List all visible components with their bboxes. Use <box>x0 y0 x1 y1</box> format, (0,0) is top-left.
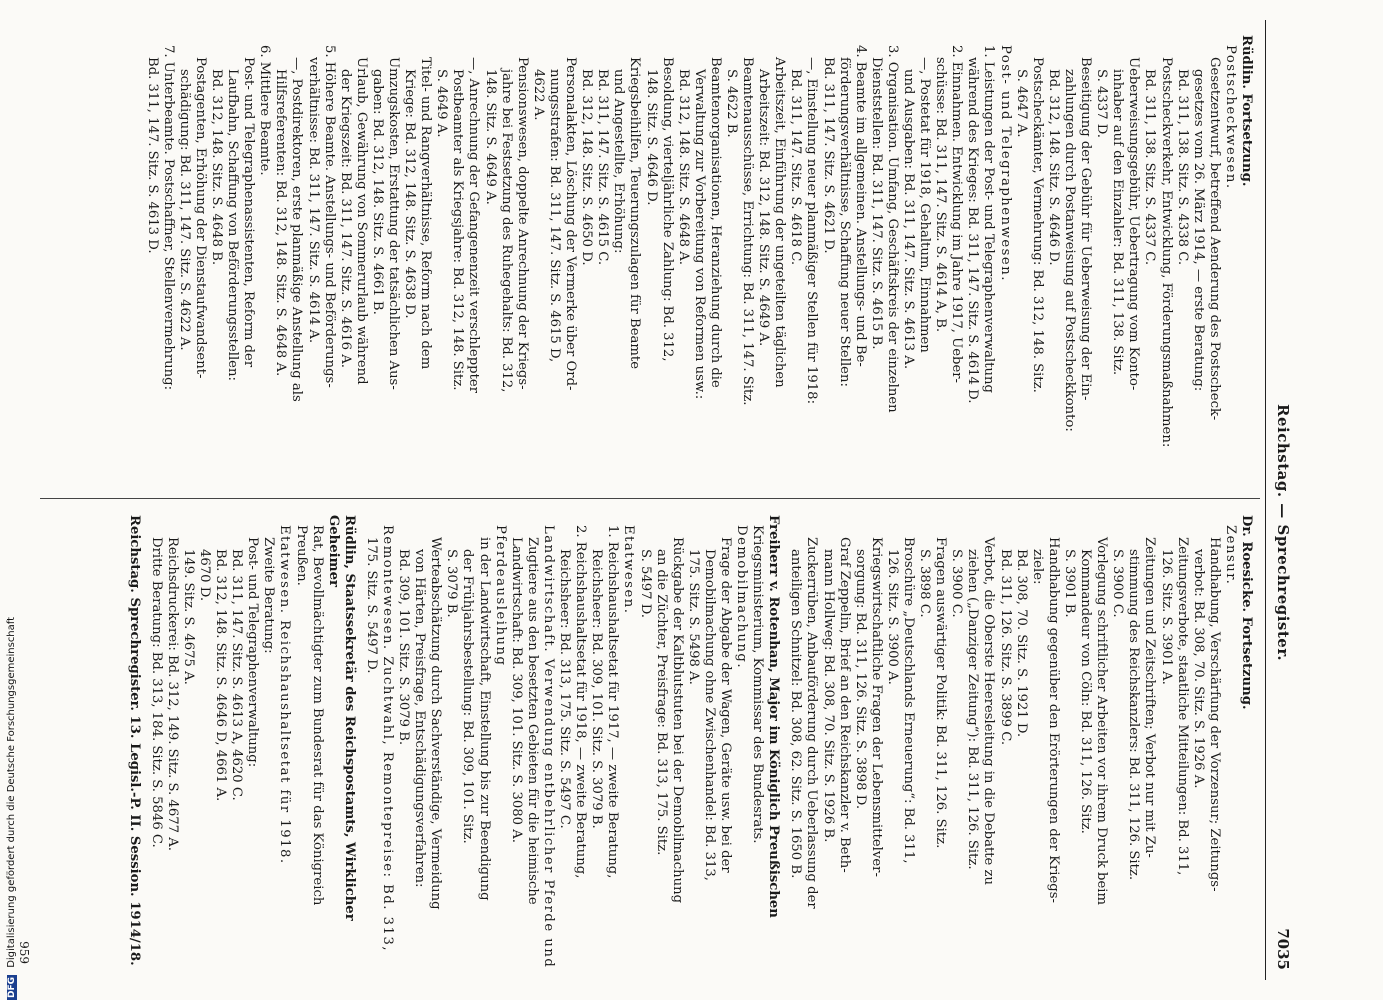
register-line: S. 3901 B. <box>1061 549 1077 618</box>
header-page-number: 7035 <box>1274 928 1292 970</box>
register-line: 1. Reichshaushaltsetat für 1917, — zweite Beratung, <box>605 525 621 879</box>
rotated-sheet <box>10 20 1300 980</box>
right-column <box>144 35 1254 490</box>
register-line: Personalakten, Löschung der Vermerke über Ord- <box>563 57 579 391</box>
register-line: 148. Sitz. S. 4649 A. <box>482 69 498 205</box>
register-line: anteiligen Schnitzel: Bd. 308, 62. Sitz. S. 1650 B. <box>788 549 804 879</box>
register-line: 5. Höhere Beamte. Anstellungs- und Beförderungs- <box>321 45 337 388</box>
spacer <box>142 515 148 970</box>
register-line: Bd. 311, 147. Sitz. S. 4621 D. <box>820 57 836 254</box>
register-line: während des Krieges: Bd. 311, 147. Sitz. S. 4614 D. <box>965 57 981 404</box>
register-line: Gesetzentwurf, betreffend Aenderung des Postscheck- <box>1206 57 1222 421</box>
register-line: S. 4649 A. <box>434 69 450 138</box>
register-line: Zweite Beratung: <box>261 537 277 654</box>
register-line: 148. Sitz. S. 4646 D. <box>643 69 659 206</box>
register-line: 175. Sitz. S. 5497 D. <box>363 537 379 674</box>
header-title: Reichstag. — Sprechregister. <box>1274 404 1292 662</box>
register-line: Ueberweisungsgebühr, Uebertragung vom Konto- <box>1126 57 1142 391</box>
register-line: Pensionswesen, doppelte Anrechnung der Kriegs- <box>514 57 530 390</box>
register-line: Bd. 311, 138. Sitz. S. 4337 C. <box>1142 69 1158 266</box>
register-line: Preußen. <box>293 525 309 586</box>
register-line: Besoldung, vierteljährliche Zahlung: Bd. 312, <box>659 57 675 362</box>
register-line: und Angestellte, Erhöhung: <box>611 69 627 254</box>
register-line: S. 4337 D. <box>1094 69 1110 138</box>
register-line: Bd. 312, 148. Sitz. S. 4650 D. <box>579 69 595 266</box>
register-line: Demobilmachung ohne Zwischenhandel: Bd. 313, <box>701 549 717 881</box>
entry-heading: Rüdlin, Staatssekretär des Reichspostamts, Wirklicher Geheimer <box>325 515 357 921</box>
register-line: Landwirtschaft. Verwendung entbehrlicher Pferde und <box>540 525 556 969</box>
register-line: Bd. 312, 148. Sitz. S. 4648 B. <box>209 69 224 266</box>
register-line: mann Hollweg: Bd. 308, 70. Sitz. S. 1926 B. <box>820 549 836 843</box>
register-line: zahlungen durch Postanweisung auf Postscheckkonto: <box>1061 69 1077 432</box>
register-line: Etatwesen. <box>621 525 637 615</box>
register-line: Bd. 311, 147. Sitz. S. 4615 C. <box>595 69 611 266</box>
register-line: 4670 D. <box>197 549 212 602</box>
register-line: Reichsheer: Bd. 309, 101. Sitz. S. 3079 B. <box>589 549 605 829</box>
register-line: verbot: Bd. 308, 70. Sitz. S. 1926 A. <box>1190 549 1206 789</box>
dfg-logo: DFG <box>7 976 17 998</box>
register-line: Frage der Abgabe der Wagen, Geräte usw. bei der <box>718 537 733 873</box>
register-line: Postagenten, Erhöhung der Dienstaufwandsent- <box>192 57 208 379</box>
register-line: Kriegsministerium, Kommissar des Bundesrats. <box>750 525 766 844</box>
register-line: Laufbahn, Schaffung von Beförderungsstellen: <box>225 69 241 381</box>
register-line: 175. Sitz. S. 5498 A. <box>685 549 701 685</box>
register-line: Bd. 311, 147. Sitz. S. 4618 C. <box>788 69 804 266</box>
register-line: Umzugskosten, Erstattung der tatsächlichen Aus- <box>386 57 402 390</box>
register-line: Bd. 311, 147. Sitz. S. 4613 D. <box>144 57 160 254</box>
register-line: verhältnisse: Bd. 311, 147. Sitz. S. 4614 A. <box>305 57 321 344</box>
register-line: Kriege: Bd. 312, 148. Sitz. S. 4638 D. <box>402 69 418 319</box>
register-line: Verwaltung zur Vorbereitung von Reformen usw.: <box>691 69 707 400</box>
register-line: 4622 A. <box>530 69 546 121</box>
register-line: Beamtenorganisationen, Heranziehung durch die <box>707 57 723 388</box>
register-line: S. 4647 A. <box>1013 69 1029 138</box>
register-line: Hilfsreferenten: Bd. 312, 148. Sitz. S. 4648 A. <box>273 69 289 377</box>
register-line: Kriegsbeihilfen, Teuerungszulagen für Beamte <box>627 57 643 370</box>
register-line: der Frühjahrsbestellung: Bd. 309, 101. Sitz. <box>460 549 476 844</box>
left-column <box>126 515 1254 970</box>
register-line: S. 3079 B. <box>444 549 460 618</box>
register-line: Pferdeausleihung <box>492 525 508 667</box>
register-line: Postscheckwesen. <box>1222 45 1238 190</box>
register-line: 2. Reichshaushaltsetat für 1918, — zweite Beratung, <box>573 525 589 879</box>
register-line: Zuckerrüben, Anbauförderung durch Ueberlassung der <box>804 537 820 909</box>
register-line: und Ausgaben: Bd. 311, 147. Sitz. S. 4613 A. <box>901 69 917 370</box>
running-header <box>1265 20 1292 980</box>
register-line: Reichsheer: Bd. 313, 175. Sitz. S. 5497 C. <box>557 549 573 829</box>
register-line: 126. Sitz. S. 3900 A. <box>884 549 900 685</box>
register-line: —, Postdirektoren, erste planmäßige Anstellung als <box>289 57 305 402</box>
register-line: Vorlegung schriftlicher Arbeiten vor ihrem Druck beim <box>1094 537 1110 905</box>
register-line: Verbot, die Oberste Heeresleitung in die Debatte zu <box>981 537 997 885</box>
register-line: Bd. 312, 148. Sitz. S. 4646 D, 4661 A. <box>213 549 229 802</box>
register-line: 2. Einnahmen. Entwicklung im Jahre 1917, Ueber- <box>949 45 965 384</box>
register-line: Zugtiere aus den besetzten Gebieten für die heimische <box>524 537 540 905</box>
entry-heading: Dr. Roesicke. Fortsetzung. <box>1239 515 1254 710</box>
register-line: ziehen („Danziger Zeitung“): Bd. 311, 126. Sitz. <box>965 549 981 870</box>
register-line: Kommandeur von Cöln: Bd. 311, 126. Sitz. <box>1078 549 1094 834</box>
register-line: Bd. 312, 148. Sitz. S. 4648 A. <box>675 69 691 265</box>
register-line: Post- und Telegraphenassistenten, Reform der <box>241 57 257 368</box>
funding-note-text: Digitalisierung gefördert durch die Deutsche Forschungsgemeinschaft <box>6 616 17 968</box>
register-line: 126. Sitz. S. 3901 A. <box>1158 549 1174 685</box>
register-line: Arbeitszeit: Bd. 312, 148. Sitz. S. 4649 A. <box>756 69 772 347</box>
register-line: Beseitigung der Gebühr für Ueberweisung der Ein- <box>1078 57 1094 401</box>
register-line: Bd. 311, 126. Sitz. S. 3899 C. <box>997 549 1013 746</box>
register-line: Postbeamter als Kriegsjahre: Bd. 312, 148. Sitz. <box>450 69 466 391</box>
register-line: Etatwesen. Reichshaushaltsetat für 1918. <box>277 525 293 865</box>
register-line: S. 3900 C. <box>1110 549 1126 618</box>
register-line: sorgung: Bd. 311, 126. Sitz. S. 3898 D. <box>852 549 868 810</box>
register-line: Handhabung, Verschärfung der Vorzensur; Zeitungs- <box>1206 537 1222 892</box>
register-line: in der Landwirtschaft, Einstellung bis zur Beendigung <box>476 537 492 901</box>
register-line: Urlaub, Gewährung von Sommerurlaub während <box>353 57 369 385</box>
register-line: der Kriegszeit: Bd. 311, 147. Sitz. S. 4616 A. <box>337 69 353 368</box>
register-line: 6. Mittlere Beamte. <box>257 45 273 176</box>
column-divider <box>40 498 1260 499</box>
register-line: S. 5497 D. <box>637 549 653 618</box>
register-line: Demobilmachung. <box>734 525 750 670</box>
register-line: nungsstrafen: Bd. 311, 147. Sitz. S. 4615 D, <box>546 69 562 363</box>
register-line: Reichsdruckerei: Bd. 312, 149. Sitz. S. 4677 A. <box>164 537 180 851</box>
entry-heading: Rüdlin. Fortsetzung. <box>1239 35 1254 187</box>
register-line: Zeitungen und Zeitschriften; Verbot nur mit Zu- <box>1142 537 1158 858</box>
register-line: Graf Zeppelin, Brief an den Reichskanzler v. Beth- <box>836 537 852 873</box>
register-line: Zeitungsverbote, staatliche Mitteilungen: Bd. 311, <box>1174 537 1190 876</box>
register-line: Postscheckverkehr, Entwicklung, Förderungsmaßnahmen: <box>1158 57 1174 448</box>
register-line: stimmung des Reichskanzlers: Bd. 311, 126. Sitz. <box>1126 549 1142 881</box>
register-line: Arbeitszeit, Einführung der ungeteilten täglichen <box>772 57 788 388</box>
register-line: Bd. 311, 147. Sitz. S. 4613 A, 4620 C. <box>229 549 245 801</box>
register-line: Zensur. <box>1222 525 1238 586</box>
register-line: gaben: Bd. 312, 148. Sitz. S. 4661 B. <box>369 69 385 315</box>
register-line: gesetzes vom 26. März 1914, — erste Beratung: <box>1190 69 1206 392</box>
spacer <box>357 515 363 970</box>
register-line: —, Anrechnung der Gefangenenzeit verschleppter <box>466 57 482 394</box>
footer-page-ref: 959 <box>16 941 31 964</box>
register-line: an die Züchter, Preisfrage: Bd. 313, 175. Sitz. <box>653 549 669 856</box>
register-line: —, Postetat für 1918, Gehaltum, Einnahmen <box>917 57 933 353</box>
register-line: Fragen auswärtiger Politik: Bd. 311, 126. Sitz. <box>933 537 949 849</box>
register-line: 4. Beamte im allgemeinen. Anstellungs- und Be- <box>852 45 868 367</box>
register-line: ziele: <box>1029 549 1045 585</box>
register-line: förderungsverhältnisse, Schaffung neuer Stellen: <box>836 57 852 387</box>
register-line: Titel- und Rangverhältnisse, Reform nach dem <box>418 57 434 370</box>
entry-heading: Freiherr v. Rotenhan, Major im Königlich Preußischen <box>766 515 782 918</box>
register-line: 3. Organisation. Umfang, Geschäftskreis der einzelnen <box>884 45 900 413</box>
register-line: schädigung: Bd. 311, 147. Sitz. S. 4622 A. <box>176 69 192 351</box>
register-line: Broschüre „Deutschlands Erneuerung“: Bd. 311, <box>901 537 917 864</box>
register-line: 149. Sitz. S. 4675 A. <box>180 549 196 685</box>
register-line: Bd. 308, 70. Sitz. S. 1921 D. <box>1013 549 1029 738</box>
register-line: von Härten, Preisfrage, Entschädigungsverfahren: <box>412 549 428 888</box>
register-line: Landwirtschaft: Bd. 309, 101. Sitz. S. 3080 A. <box>508 537 524 843</box>
register-line: S. 3900 C. <box>949 549 965 618</box>
register-line: Rückgabe der Kaltblutstuten bei der Demobilmachung <box>669 537 685 904</box>
register-line: Kriegswirtschaftliche Fragen der Lebensmittelver- <box>868 537 884 877</box>
register-line: Post- und Telegraphenwesen. <box>997 45 1013 282</box>
register-line: Rat, Bevollmächtigter zum Bundesrat für das Königreich <box>309 525 325 906</box>
register-line: Bd. 311, 138. Sitz. S. 4338 C. <box>1174 69 1190 266</box>
register-line: Beamtenausschüsse, Errichtung: Bd. 311, 147. Sitz. <box>740 57 756 406</box>
register-line: Werteabschätzung durch Sachverständige, Vermeidung <box>428 537 444 910</box>
register-line: schüsse: Bd. 311, 147. Sitz. S. 4614 A, B. <box>933 57 949 333</box>
register-line: S. 4622 B. <box>724 69 739 138</box>
register-line: Dienststellen: Bd. 311, 147. Sitz. S. 4615 B. <box>868 57 884 350</box>
register-line: Post- und Telegraphenverwaltung: <box>245 537 261 768</box>
register-line: jahre bei Festsetzung des Ruhegehalts: Bd. 312, <box>498 69 514 393</box>
register-line: —, Einstellung neuer planmäßiger Stellen für 1918: <box>804 57 820 405</box>
register-line: 1. Leistungen der Post- und Telegraphenverwaltung <box>981 45 997 393</box>
register-line: Remontewesen. Zuchtwahl, Remontepreise: Bd. 313, <box>380 525 396 953</box>
register-line: Reichstag. Sprechregister. 13. Legisl.-P. II. Session. 1914/18. <box>126 515 142 966</box>
register-line: Bd. 309, 101. Sitz. S. 3079 B. <box>396 549 412 746</box>
funding-note <box>6 617 17 1000</box>
register-line: 7. Unterbeamte. Postschaffner, Stellenvermehrung: <box>160 45 176 391</box>
register-line: Bd. 312, 148. Sitz. S. 4646 D. <box>1045 69 1061 266</box>
register-line: S. 3898 C. <box>917 549 933 618</box>
register-line: Dritte Beratung: Bd. 313, 184. Sitz. S. 5846 C. <box>148 537 164 848</box>
register-line: inhaber auf den Einzahler: Bd. 311, 138. Sitz. <box>1110 69 1126 376</box>
register-line: Postscheckämter, Vermehrung: Bd. 312, 148. Sitz. <box>1029 57 1045 393</box>
register-line: Handhabung gegenüber den Erörterungen der Kriegs- <box>1045 537 1061 903</box>
